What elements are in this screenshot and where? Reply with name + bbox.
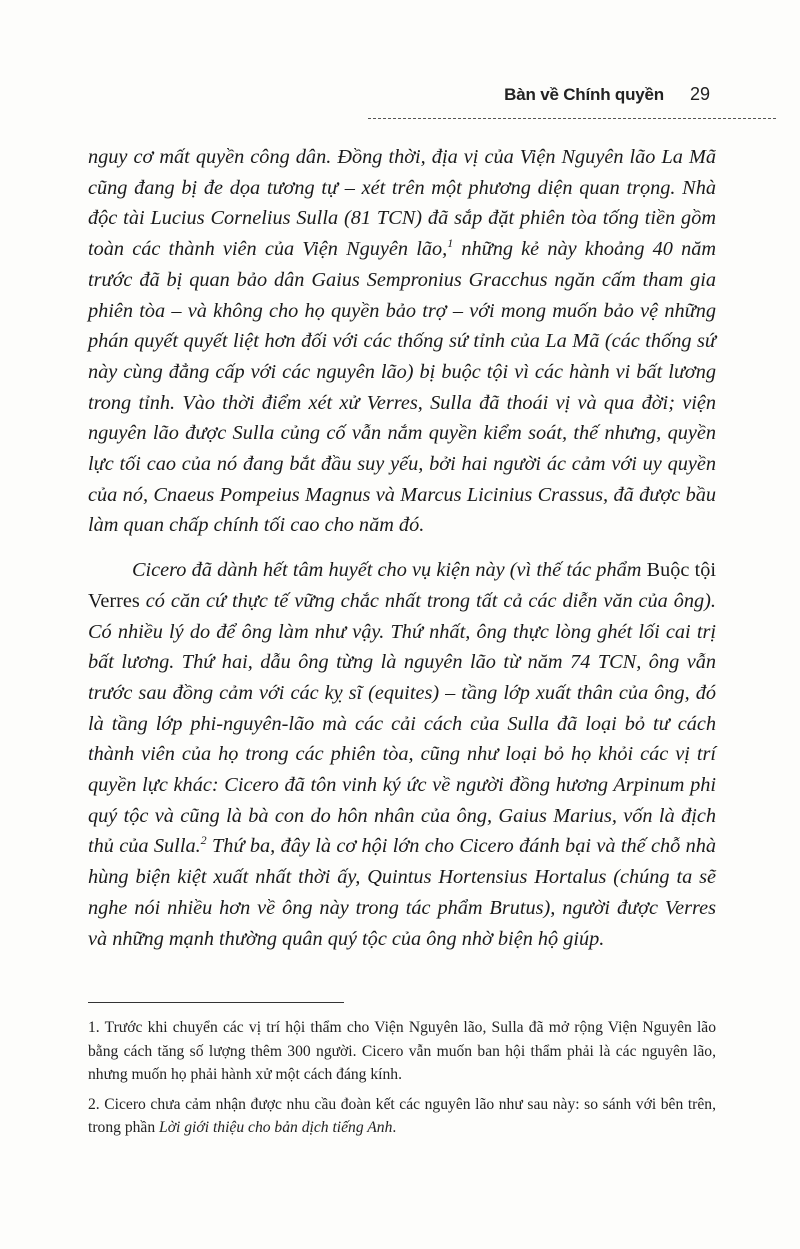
main-text (88, 142, 716, 954)
footnote-ref-2[interactable]: 2 (200, 833, 207, 848)
paragraph-1-text-b: những kẻ này khoảng 40 năm trước đã bị quan bảo dân Gaius Sempronius Gracchus ngăn cấm tham gia phiên tòa – và không cho họ quyền bảo trợ – với mong muốn bảo vệ những phán quyết quyết liệt hơn đối với các thống sứ tỉnh của La Mã (các thống sứ này cùng đẳng cấp với các nguyên lão) bị buộc tội vì các hành vi bất lương trong tỉnh. Vào thời điểm xét xử Verres, Sulla đã thoái vị và qua đời; viện nguyên lão được Sulla củng cố vẫn nắm quyền kiểm soát, thế nhưng, quyền lực tối cao của nó đang bắt đầu suy yếu, bởi hai người ác cảm với uy quyền của nó, Cnaeus Pompeius Magnus và Marcus Licinius Crassus, đã được bầu làm quan chấp chính tối cao cho năm đó. (88, 238, 716, 537)
paragraph-2-text-b: có căn cứ thực tế vững chắc nhất trong tất cả các diễn văn của ông). Có nhiều lý do để ông làm như vậy. Thứ nhất, ông thực lòng ghét lối cai trị bất lương. Thứ hai, dẫu ông từng là nguyên lão từ năm 74 TCN, ông vẫn trước sau đồng cảm với các kỵ sĩ (equites) – tầng lớp xuất thân của ông, đó là tầng lớp phi-nguyên-lão mà các cải cách của Sulla đã loại bỏ tư cách thành viên của họ trong các phiên tòa, cũng như loại bỏ họ khỏi các vị trí quyền lực khác: Cicero đã tôn vinh ký ức về người đồng hương Arpinum phi quý tộc và cũng là bà con do hôn nhân của ông, Gaius Marius, vốn là địch thủ của Sulla. (88, 589, 716, 858)
page-number: 29 (689, 84, 710, 104)
running-header (504, 84, 710, 105)
running-header-title: Bàn về Chính quyền (504, 85, 664, 104)
paragraph-1-text-a: nguy cơ mất quyền công dân. Đồng thời, địa vị của Viện Nguyên lão La Mã cũng đang bị đe dọa tương tự – xét trên một phương diện quan trọng. Nhà độc tài Lucius Cornelius Sulla (81 TCN) đã sắp đặt phiên tòa tống tiền gồm toàn các thành viên của Viện Nguyên lão, (88, 146, 716, 261)
footnote-2 (88, 1093, 716, 1140)
footnote-ref-1[interactable]: 1 (447, 236, 454, 251)
paragraph-2-text-a: Cicero đã dành hết tâm huyết cho vụ kiện này (vì thế tác phẩm (132, 559, 647, 582)
footnote-2-italic-title: Lời giới thiệu cho bản dịch tiếng Anh (159, 1119, 393, 1136)
work-title-buoc-toi-verres: Buộc tội Verres (88, 559, 716, 612)
footnote-2-text-a: 2. Cicero chưa cảm nhận được nhu cầu đoàn kết các nguyên lão như sau này: so sánh với bên trên, trong phần (88, 1095, 716, 1136)
paragraph-1 (88, 142, 716, 541)
header-dashed-rule (368, 118, 776, 119)
footnotes (88, 1016, 716, 1140)
footnote-1: 1. Trước khi chuyển các vị trí hội thẩm cho Viện Nguyên lão, Sulla đã mở rộng Viện Nguyên lão bằng cách tăng số lượng thêm 300 người. Cicero vẫn muốn ban hội thẩm phải là các nguyên lão, nhưng muốn họ phải hành xử một cách đáng kính. (88, 1019, 716, 1083)
paragraph-2-text-c: Thứ ba, đây là cơ hội lớn cho Cicero đánh bại và thế chỗ nhà hùng biện kiệt xuất nhất thời ấy, Quintus Hortensius Hortalus (chúng ta sẽ nghe nói nhiều hơn về ông này trong tác phẩm Brutus), người được Verres và những mạnh thường quân quý tộc của ông nhờ biện hộ giúp. (88, 835, 716, 950)
paragraph-2 (88, 555, 716, 954)
footnote-2-text-b: . (392, 1119, 397, 1136)
footnote-separator (88, 1002, 344, 1003)
